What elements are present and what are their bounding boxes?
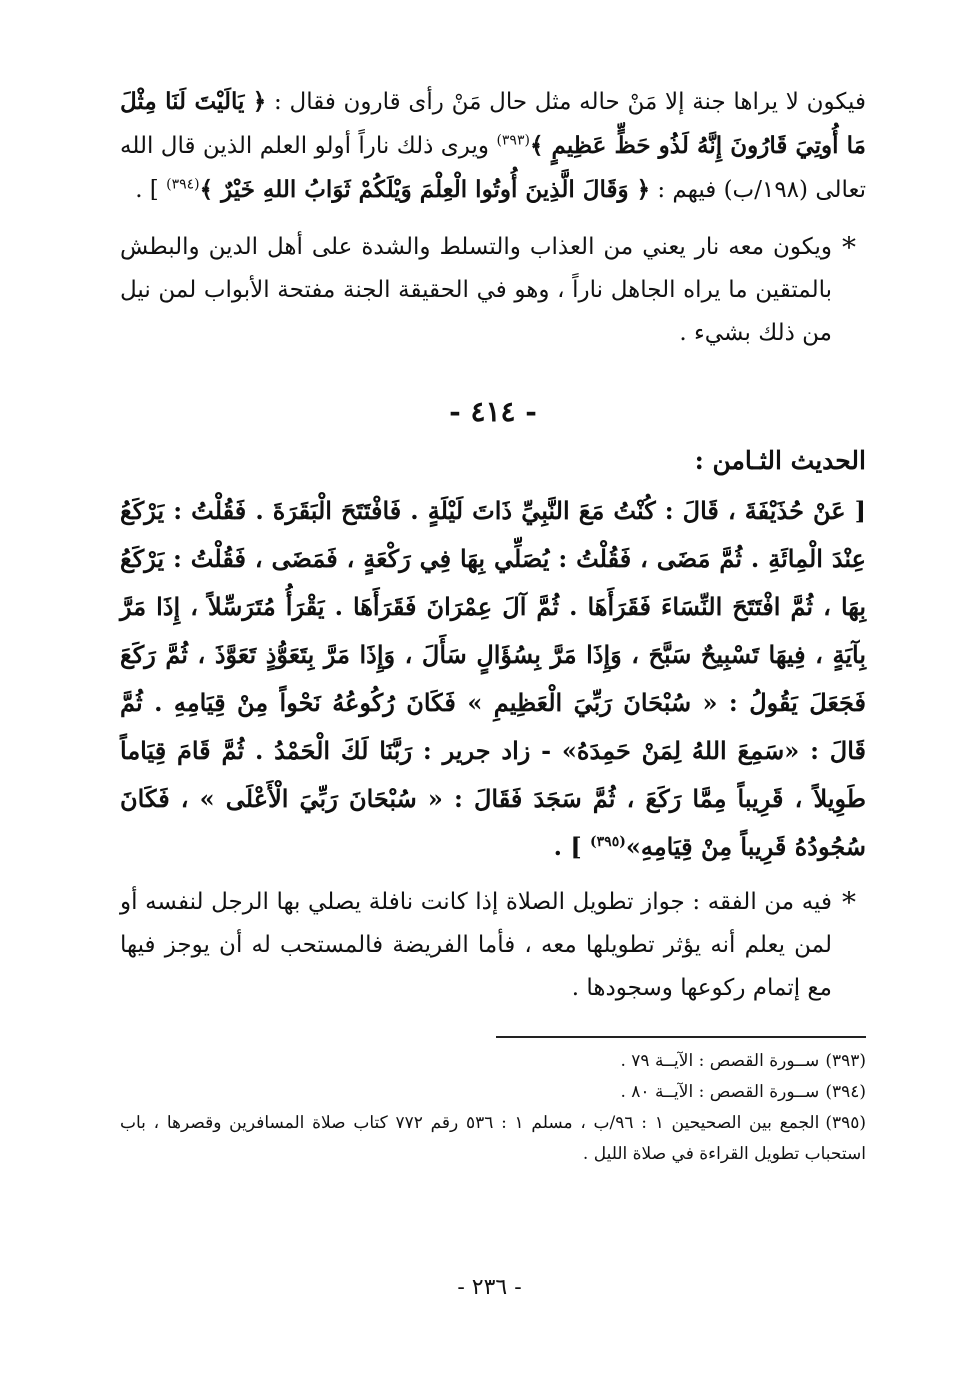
footnote-text: الجمع بين الصحيحين ١ : ٩٦/ب ، مسلم ١ : ٥٣٦ رقم ٧٧٢ كتاب صلاة المسافرين وقصرها ، باب استحباب تطويل القراءة في صلاة الليل . [120, 1113, 866, 1164]
asterisk-icon: * [842, 231, 856, 264]
footnote-395 [120, 1108, 866, 1170]
footnotes [120, 1046, 866, 1170]
footnote-ref-394: (٣٩٤) [166, 176, 200, 193]
commentary-text-2: فيه من الفقه : جواز تطويل الصلاة إذا كانت نافلة يصلي بها الرجل لنفسه أو لمن يعلم أنه يؤثر تطويلها معه ، فأما الفريضة فالمستحب له أن يوجز فيها مع إتمام ركوعها وسجودها . [120, 889, 832, 1001]
footnote-text: ســورة القصص : الآيــة ٨٠ . [620, 1082, 820, 1102]
quran-quote-2: ﴿ وَقَالَ الَّذِينَ أُوتُوا الْعِلْمَ وَيْلَكُمْ ثَوَابُ اللهِ خَيْرٌ ﴾ [199, 176, 651, 203]
intro-paragraph [120, 80, 866, 212]
footnote-number: (٣٩٥) [825, 1113, 867, 1133]
footnote-ref-395: (٣٩٥) [590, 834, 626, 850]
hadith-text [120, 487, 866, 871]
hadith-closing: ] . [553, 832, 591, 861]
footnote-ref-393: (٣٩٣) [496, 132, 530, 149]
commentary-note-2 [120, 881, 866, 1010]
section-title: الحديث الثـامن : [694, 446, 866, 475]
commentary-text-1: ويكون معه نار يعني من العذاب والتسلط والشدة على أهل الدين والبطش بالمتقين ما يراه الجاهل ناراً ، وهو في الحقيقة الجنة مفتحة الأبواب لمن نيل من ذلك بشيء . [120, 234, 832, 346]
asterisk-icon: * [842, 886, 856, 919]
intro-closing: ] . [135, 177, 167, 203]
footnote-394 [120, 1077, 866, 1108]
footnote-number: (٣٩٤) [825, 1082, 866, 1102]
document-page [120, 80, 866, 1370]
commentary-note-1 [120, 226, 866, 355]
footnote-text: ســورة القصص : الآيــة ٧٩ . [620, 1051, 820, 1071]
page-number: - ٢٣٦ - [457, 1275, 522, 1300]
footnote-divider [496, 1036, 866, 1038]
hadith-body: [ عَنْ حُذَيْفَةَ ، قَالَ : كُنْتُ مَعَ النَّبِيِّ ذَاتَ لَيْلَةٍ . فَافْتَتَحَ الْبَقَرَةَ . فَقُلْتُ : يَرْكَعُ عِنْدَ الْمِائَةِ . ثُمَّ مَضَى ، فَقُلْتُ : يُصَلِّي بِهَا فِي رَكْعَةٍ ، فَمَضَى ، فَقُلْتُ : يَرْكَعُ بِهَا ، ثُمَّ افْتَتَحَ النِّسَاءَ فَقَرَأَهَا . ثُمَّ آلَ عِمْرَانَ فَقَرَأَهَا . يَقْرَأُ مُتَرَسِّلاً ، إِذَا مَرَّ بِآيَةٍ ، فِيهَا تَسْبِيحٌ سَبَّحَ ، وَإِذَا مَرَّ بِسُؤَالٍ سَأَلَ ، وَإِذَا مَرَّ بِتَعَوُّذٍ تَعَوَّذَ ، ثُمَّ رَكَعَ فَجَعَلَ يَقُولُ : « سُبْحَانَ رَبِّيَ الْعَظِيمِ » فَكَانَ رُكُوعُهُ نَحْواً مِنْ قِيَامِهِ . ثُمَّ قَالَ : «سَمِعَ اللهُ لِمَنْ حَمِدَهُ» - زاد جرير : رَبَّنَا لَكَ الْحَمْدُ . ثُمَّ قَامَ قِيَاماً طَوِيلاً ، قَرِيباً مِمَّا رَكَعَ ، ثُمَّ سَجَدَ فَقَالَ : « سُبْحَانَ رَبِّيَ الْأَعْلَى » ، فَكَانَ سُجُودُهُ قَرِيباً مِنْ قِيَامِهِ» [120, 496, 866, 861]
footnote-number: (٣٩٣) [825, 1051, 866, 1071]
quran-quote-1: ﴿ يَالَيْتَ لَنَا مِثْلَ مَا أُوتِيَ قَارُونَ إِنَّهُ لَذُو حَظٍّ عَظِيمٍ ﴾ [120, 88, 867, 159]
intro-text-1: فيكون لا يراها جنة إلا مَنْ حاله مثل حال مَنْ رأى قارون فقال : [266, 89, 866, 115]
footnote-393 [120, 1046, 866, 1077]
section-number: - ٤١٤ - [449, 395, 537, 428]
intro-text-2: ويرى ذلك ناراً أولو العلم الذين قال الله تعالى (١٩٨/ب) فيهم : [120, 133, 866, 203]
